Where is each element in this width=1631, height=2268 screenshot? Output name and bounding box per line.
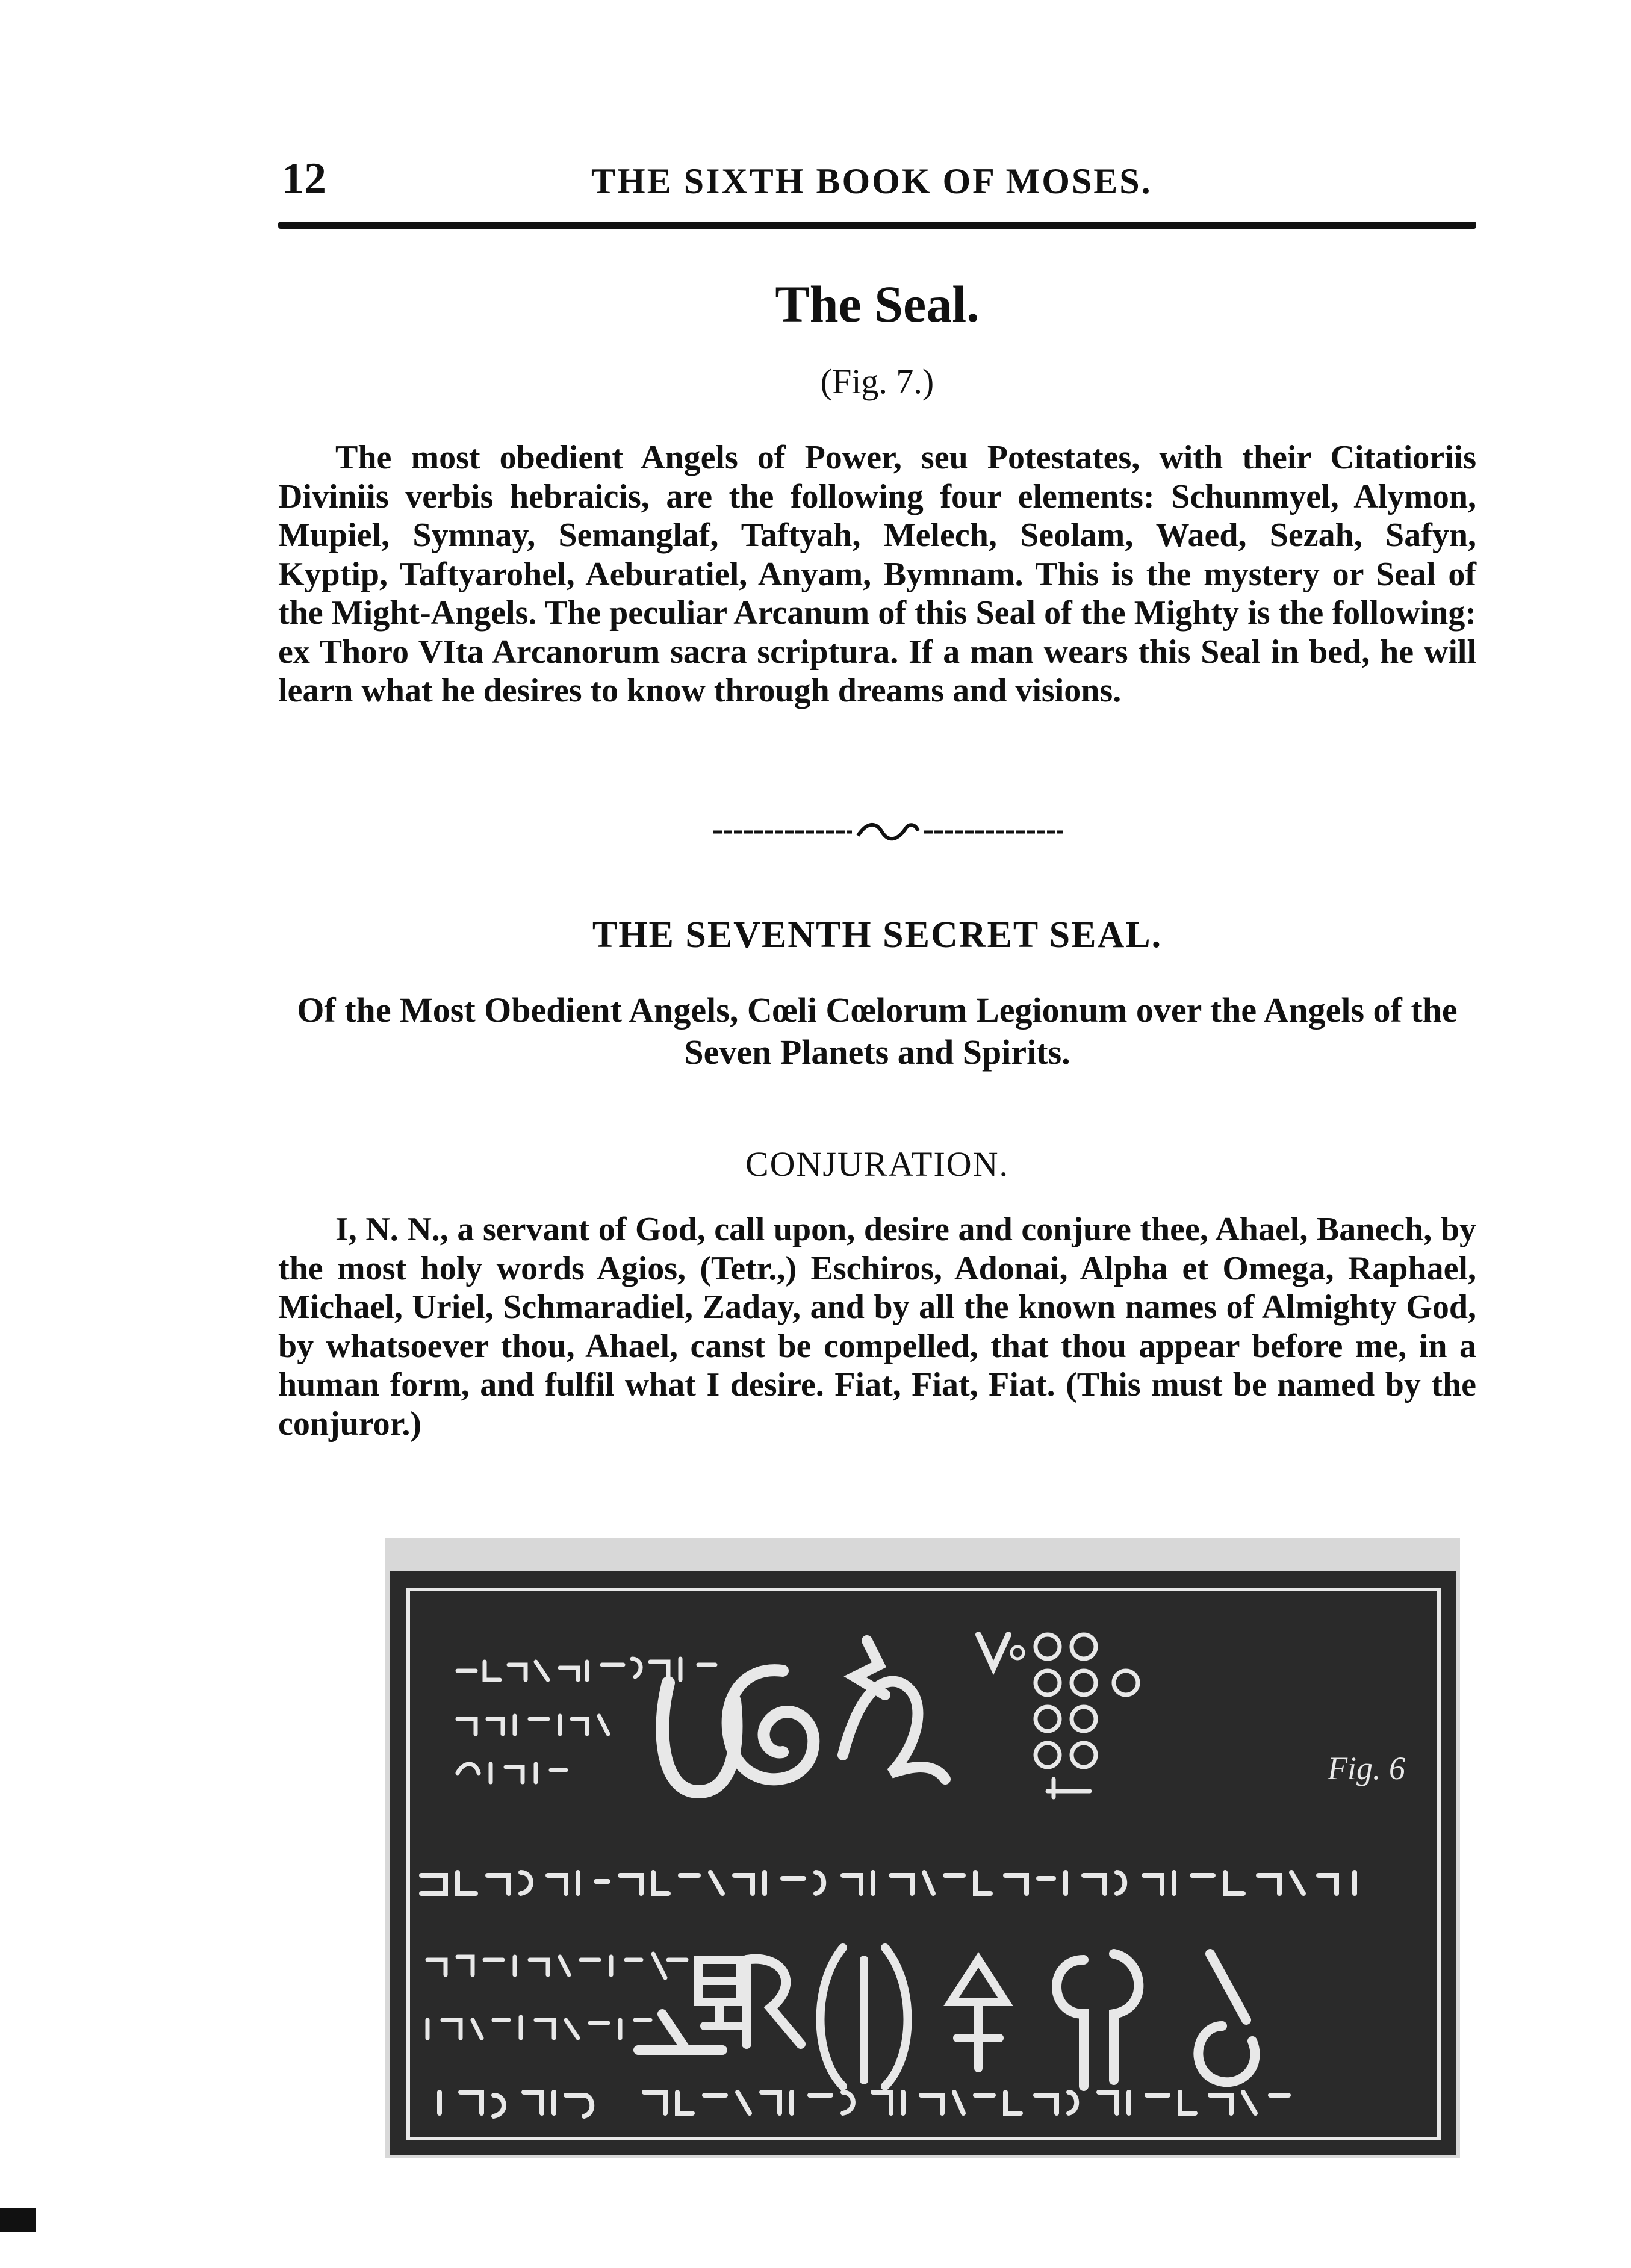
ornamental-divider <box>713 819 1063 843</box>
conjuration-text: I, N. N., a servant of God, call upon, desire and conjure thee, Ahael, Banech, by the most holy words Agios, (Tetr.,) Eschiros, Adonai, Alpha et Omega, Raphael, Michael, Uriel, Schmaradiel, Zaday, and by all the known names of Almighty God, by whatsoever thou, Ahael, canst be compelled, that thou appear before me, in a human form, and fulfil what I desire. Fiat, Fiat, Fiat. (This must be named by the conjuror.) <box>278 1211 1476 1443</box>
seal-paragraph-text: The most obedient Angels of Power, seu Potestates, with their Citatioriis Diviniis verbis hebraicis, are the following four elements: Schunmyel, Alymon, Mupiel, Symnay, Semanglaf, Taftyah, Melech, Seolam, Waed, Sezah, Safyn, Kyptip, Taftyarohel, Aeburatiel, Anyam, Bymnam. This is the mystery or Seal of the Might-Angels. The peculiar Arcanum of this Seal of the Mighty is the following: ex Thoro VIta Arcanorum sacra scriptura. If a man wears this Seal in bed, he will learn what he desires to know through dreams and visions. <box>278 439 1476 709</box>
header-rule <box>278 222 1476 229</box>
section-title-seventh-seal: THE SEVENTH SECRET SEAL. <box>592 915 1163 955</box>
section-title-seal: The Seal. <box>775 275 980 333</box>
running-head <box>278 154 1482 202</box>
seal-figure-image <box>385 1538 1460 2158</box>
section-subtitle: Of the Most Obedient Angels, Cœli Cœlorum Legionum over the Angels of the Seven Planets and Spirits. <box>297 990 1458 1072</box>
conjuration-heading: CONJURATION. <box>745 1145 1010 1184</box>
corner-mark <box>0 2208 36 2232</box>
figure-reference: (Fig. 7.) <box>820 362 934 401</box>
figure-label: Fig. 6 <box>1328 1750 1405 1786</box>
seal-paragraph <box>278 438 1476 710</box>
conjuration-paragraph <box>278 1210 1476 1443</box>
page-number: 12 <box>282 154 326 203</box>
running-head-title: THE SIXTH BOOK OF MOSES. <box>591 161 1152 201</box>
